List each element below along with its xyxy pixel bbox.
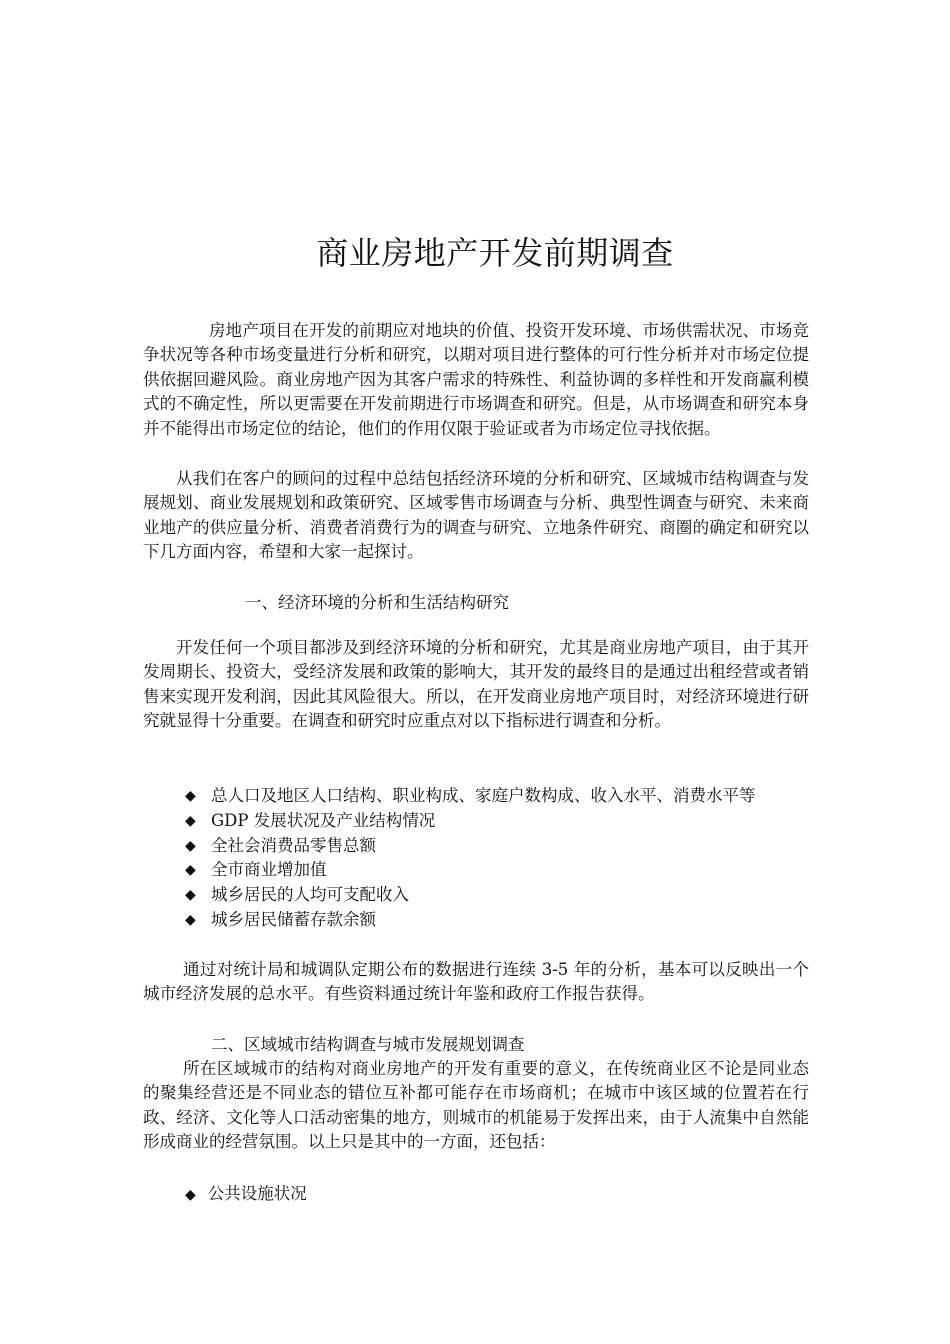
list-item xyxy=(143,834,809,859)
list-item-text: 城乡居民的人均可支配收入 xyxy=(211,885,409,905)
section-heading-1: 一、经济环境的分析和生活结构研究 xyxy=(245,593,509,612)
list-item-text: 总人口及地区人口结构、职业构成、家庭户数构成、收入水平、消费水平等 xyxy=(211,786,756,805)
list-item-text: GDP 发展状况及产业结构情况 xyxy=(211,810,436,830)
intro-paragraph: 房地产项目在开发的前期应对地块的价值、投资开发环境、市场供需状况、市场竞争状况等各种市场变量进行分析和研究，以期对项目进行整体的可行性分析并对市场定位提供依据回避风险。商业房地产因为其客户需求的特殊性、利益协调的多样性和开发商赢利模式的不确定性，所以更需要在开发前期进行市场调查和研究。但是，从市场调查和研究本身并不能得出市场定位的结论，他们的作用仅限于验证或者为市场定位寻找依据。 xyxy=(143,321,809,438)
list-item-text: 全社会消费品零售总额 xyxy=(211,835,376,855)
diamond-bullet-icon: ◆ xyxy=(185,837,196,854)
section-1-paragraph: 开发任何一个项目都涉及到经济环境的分析和研究，尤其是商业房地产项目，由于其开发周期长、投资大，受经济发展和政策的影响大，其开发的最终目的是通过出租经营或者销售来实现开发利润，因此其风险很大。所以，在开发商业房地产项目时，对经济环境进行研究就显得十分重要。在调查和研究时应重点对以下指标进行调查和分析。 xyxy=(143,638,809,731)
list-item xyxy=(143,908,809,933)
list-item xyxy=(143,883,809,908)
list-item xyxy=(143,858,809,883)
list-item xyxy=(143,809,809,834)
diamond-bullet-icon: ◆ xyxy=(185,887,196,904)
diamond-bullet-icon: ◆ xyxy=(185,1187,196,1203)
document-title: 商业房地产开发前期调查 xyxy=(316,234,674,272)
diamond-bullet-icon: ◆ xyxy=(185,812,196,829)
indicator-list xyxy=(143,784,809,933)
list-item xyxy=(143,784,809,809)
diamond-bullet-icon: ◆ xyxy=(185,788,196,804)
list-item-text: 城乡居民储蓄存款余额 xyxy=(211,909,376,929)
list-item-text: 公共设施状况 xyxy=(207,1184,307,1203)
diamond-bullet-icon: ◆ xyxy=(185,911,196,928)
statistics-paragraph: 通过对统计局和城调队定期公布的数据进行连续 3-5 年的分析，基本可以反映出一个城市经济发展的总水平。有些资料通过统计年鉴和政府工作报告获得。 xyxy=(143,960,809,1004)
section-2-paragraph: 所在区域城市的结构对商业房地产的开发有重要的意义，在传统商业区不论是同业态的聚集经营还是不同业态的错位互补都可能存在市场商机；在城市中该区域的位置若在行政、经济、文化等人口活动密集的地方，则城市的机能易于发挥出来，由于人流集中自然能形成商业的经营氛围。以上只是其中的一方面，还包括： xyxy=(143,1059,809,1152)
list-item-text: 全市商业增加值 xyxy=(211,860,327,880)
section-heading-2: 二、区域城市结构调查与城市发展规划调查 xyxy=(211,1035,525,1054)
scope-paragraph: 从我们在客户的顾问的过程中总结包括经济环境的分析和研究、区域城市结构调查与发展规划、商业发展规划和政策研究、区域零售市场调查与分析、典型性调查与研究、未来商业地产的供应量分析、消费者消费行为的调查与研究、立地条件研究、商圈的确定和研究以下几方面内容，希望和大家一起探讨。 xyxy=(143,469,809,562)
diamond-bullet-icon: ◆ xyxy=(185,862,196,879)
list-item xyxy=(185,1182,307,1207)
